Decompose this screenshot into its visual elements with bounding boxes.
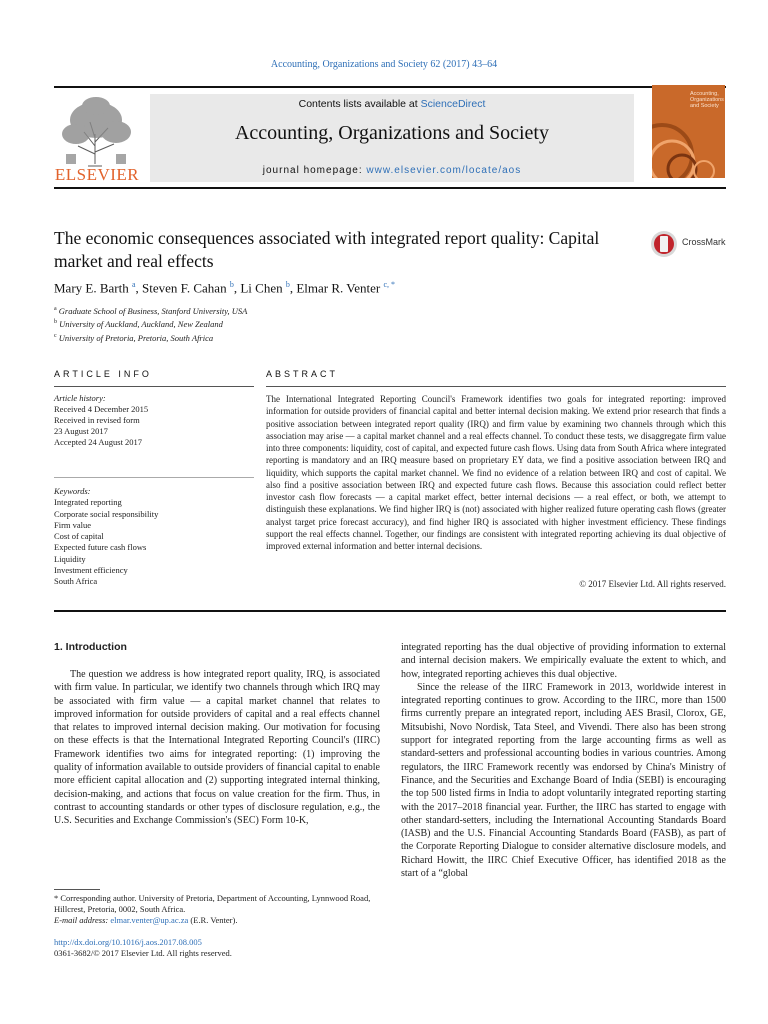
- affiliation: $^a$ Graduate School of Business, Stanford University, USA: [54, 305, 248, 316]
- author-list: Mary E. Barth $^a$, Steven F. Cahan $^b$, Li Chen $^b$, Elmar R. Venter $^{c, *}$: [54, 280, 396, 296]
- author-affil-mark[interactable]: a: [131, 280, 136, 289]
- body-left-column: [54, 668, 380, 828]
- keyword: Liquidity: [54, 553, 86, 564]
- abstract-text: The International Integrated Reporting Council's Framework identifies two goals for integrated reporting: improved information for outside providers of financial capital and better internal decision making. We extend prior research that finds a positive association between integrated report quality (IRQ) and firm value by examining two channels through which this association may arise — a capital market channel and a real effects channel. To conduct these tests, we disaggregate firm value into three components: liquidity, cost of capital, and expected future cash flows. Using data from South Africa where integrated reporting is mandatory and an IRQ measure based on proprietary EY data, we find a positive association between IRQ and liquidity, which supports the capital market channel. We find no evidence of a relation between IRQ and cost of capital. We also find a positive association between IRQ and expected future cash flows. Because this association could reflect better investor cash flow forecasts — a capital market effect, better internal decisions — a real effect, or both, we attempt to distinguish these explanations. We find higher IRQ is (not) associated with higher realized future operating cash flows (greater analyst target price forecast accuracy), and find higher IRQ is associated with higher investment efficiency. These findings support the real effects channel. Together, our findings are consistent with integrated reporting achieving its dual objective of improved external information and better internal decisions.: [266, 394, 726, 551]
- article-title: The economic consequences associated with integrated report quality: Capital market and real effects: [54, 228, 600, 271]
- footnote-email-line: [54, 915, 380, 926]
- keyword: Investment efficiency: [54, 565, 128, 576]
- journal-homepage: [150, 165, 634, 176]
- body-paragraph: integrated reporting has the dual objective of providing information to external and internal decision makers. We empirically evaluate the extent to which, and how, integrated reporting achieves this dual objective.: [401, 642, 726, 680]
- homepage-link[interactable]: www.elsevier.com/locate/aos: [366, 165, 522, 176]
- keyword: Cost of capital: [54, 531, 104, 542]
- author-name[interactable]: Mary E. Barth: [54, 280, 129, 296]
- email-label: E-mail address:: [54, 915, 111, 925]
- journal-masthead: [150, 94, 634, 182]
- journal-citation-link[interactable]: Accounting, Organizations and Society 62 (2017) 43–64: [270, 59, 498, 70]
- history-label: Article history:: [54, 393, 106, 403]
- rights-line: 0361-3682/© 2017 Elsevier Ltd. All rights reserved.: [54, 948, 232, 958]
- history-item: 23 August 2017: [54, 426, 108, 436]
- article-info-rule: [54, 386, 254, 387]
- article-info-heading: ARTICLE INFO: [54, 369, 152, 379]
- author-affil-mark[interactable]: b: [229, 280, 234, 289]
- history-item: Accepted 24 August 2017: [54, 437, 143, 447]
- body-paragraph: Since the release of the IIRC Framework in 2013, worldwide interest in integrated reporting continues to grow. According to the IIRC, more than 1500 firms currently prepare an integrated report, including AES Brasil, Clorox, GE, Mitsubishi, Novo Nordisk, Tata Steel, and Vivendi. There also has been strong support for integrated reporting from the large accounting firms as well as standard-setters and professional accounting bodies in various countries. Among regulators, the IIRC Framework recently was endorsed by China's Ministry of Finance, and the Securities and Exchange Board of India (SEBI) is encouraging the top 500 listed firms in India to adopt voluntarily integrated reporting starting with the 2017–2018 financial year. Further, the IIRC has started to engage with other standard-setters, including the International Accounting Standards Board (IASB) and the U.S. Financial Accounting Standards Board (FASB), as part of the Corporate Reporting Dialogue to consider alternative disclosure models, and Richard Howitt, the IIRC Chief Executive Officer, has identified 2018 as the start of a “global: [401, 681, 726, 880]
- section-heading: 1. Introduction: [54, 641, 127, 653]
- footnote-text: * Corresponding author. University of Pretoria, Department of Accounting, Lynnwood Road, Hillcrest, Pretoria, 0002, South Africa.: [54, 893, 371, 914]
- sciencedirect-link[interactable]: ScienceDirect: [420, 98, 486, 110]
- author-name[interactable]: Li Chen: [240, 280, 283, 296]
- keyword: Expected future cash flows: [54, 542, 147, 553]
- keyword: Integrated reporting: [54, 497, 122, 508]
- keyword: Firm value: [54, 519, 92, 530]
- history-item: Received in revised form: [54, 415, 140, 425]
- keyword: Corporate social responsibility: [54, 508, 159, 519]
- body-top-rule: [54, 610, 726, 612]
- contents-prefix: Contents lists available at: [298, 98, 421, 110]
- abstract-heading: ABSTRACT: [266, 369, 339, 379]
- keywords: [54, 486, 158, 588]
- keywords-rule: [54, 477, 254, 478]
- keyword: South Africa: [54, 576, 98, 587]
- journal-cover-thumbnail: [652, 85, 725, 178]
- header-top-rule: [54, 86, 726, 88]
- abstract-copyright: © 2017 Elsevier Ltd. All rights reserved.: [579, 579, 726, 589]
- history-item: Received 4 December 2015: [54, 404, 149, 414]
- author-affil-mark[interactable]: c, *: [383, 280, 396, 289]
- keywords-label: Keywords:: [54, 486, 91, 496]
- doi-link[interactable]: http://dx.doi.org/10.1016/j.aos.2017.08.005: [54, 937, 202, 947]
- author-email-link[interactable]: elmar.venter@up.ac.za: [110, 915, 189, 925]
- author-affil-mark[interactable]: b: [285, 280, 290, 289]
- corresponding-author-footnote: [54, 893, 380, 926]
- affiliation: $^c$ University of Pretoria, Pretoria, South Africa: [54, 332, 214, 343]
- body-right-column: [401, 641, 726, 880]
- homepage-prefix: journal homepage:: [262, 165, 367, 176]
- affiliation: $^b$ University of Auckland, Auckland, New Zealand: [54, 319, 223, 330]
- article-history: [54, 393, 148, 448]
- abstract-rule: [266, 386, 726, 387]
- journal-title: Accounting, Organizations and Society: [234, 122, 549, 144]
- body-paragraph: The question we address is how integrated report quality, IRQ, is associated with firm value. In particular, we identify two channels through which IRQ may be associated with firm value — a capital market channel that relates to improved information for outside providers of capital and a real effects channel that relates to improved internal decision making. Our motivation for focusing on these effects is that the International Integrated Reporting Council's (IIRC) Framework identifies two aims for integrated reporting: (1) improving the quality of information available to outside providers of financial capital to enable more efficient capital allocation and (2) supporting integrated internal thinking, decision-making, and actions that focus on value creation for the firm. Thus, in contrast to accounting standards or other types of disclosure regulation, e.g., the U.S. Securities and Exchange Commission's (SEC) Form 10-K,: [54, 669, 380, 827]
- affiliations: [54, 304, 247, 344]
- header-bottom-rule: [54, 187, 726, 189]
- email-suffix: (E.R. Venter).: [188, 915, 238, 925]
- doi-block: [54, 937, 232, 959]
- elsevier-wordmark: ELSEVIER: [54, 165, 140, 184]
- cover-title: Accounting, Organizations and Society: [690, 91, 724, 109]
- crossmark-label[interactable]: CrossMark: [682, 237, 726, 247]
- contents-line: [150, 98, 634, 110]
- author-name[interactable]: Elmar R. Venter: [296, 280, 381, 296]
- footnote-rule: [54, 889, 100, 890]
- author-name[interactable]: Steven F. Cahan: [142, 280, 227, 296]
